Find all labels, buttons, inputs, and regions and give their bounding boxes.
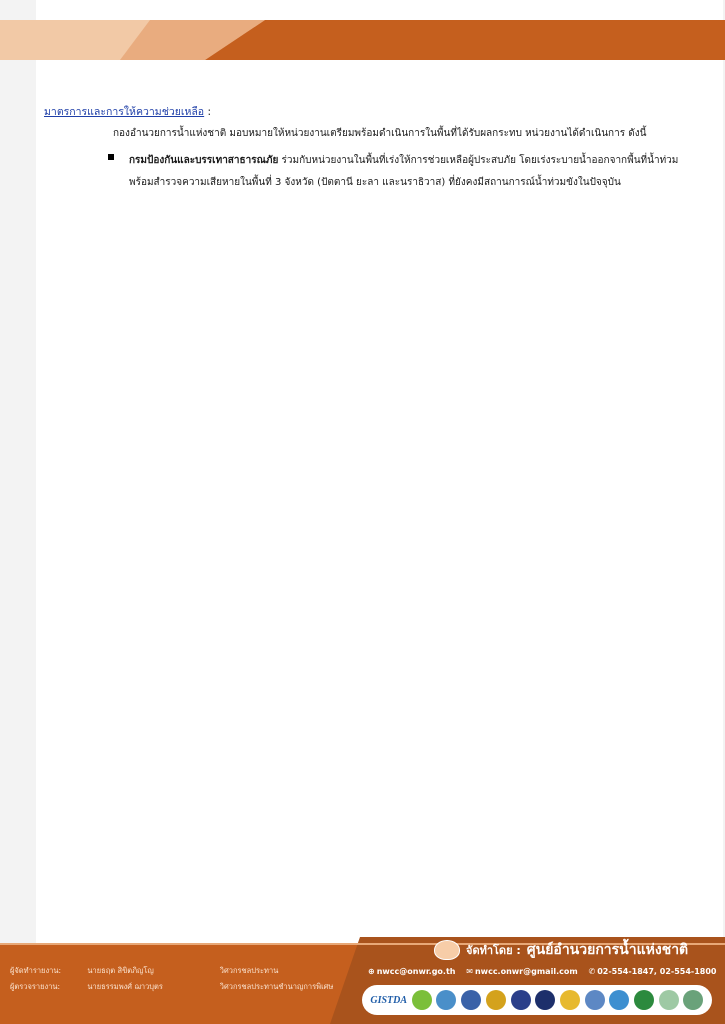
center-name: ศูนย์อำนวยการน้ำแห่งชาติ	[526, 942, 689, 958]
website-contact[interactable]	[368, 967, 455, 976]
dam-logo-icon	[436, 990, 456, 1010]
section-heading	[44, 103, 211, 120]
water-drop-mascot-icon	[434, 940, 460, 960]
left-margin	[0, 0, 36, 1024]
forest-logo-icon	[683, 990, 703, 1010]
emblem-logo-icon	[486, 990, 506, 1010]
bullet-text	[129, 150, 693, 194]
square-bullet-icon	[108, 154, 114, 160]
circle-seal-logo-icon	[659, 990, 679, 1010]
mail-icon: ✉	[466, 967, 473, 976]
partner-logo-strip	[362, 985, 712, 1015]
leaf-logo-icon	[412, 990, 432, 1010]
phone-text: 02-554-1847, 02-554-1800	[597, 967, 717, 976]
preparer-row	[10, 965, 278, 977]
preparer-position: วิศวกรชลประทาน	[219, 966, 279, 975]
globe-icon: ⊕	[368, 967, 375, 976]
meteorology-logo-icon	[609, 990, 629, 1010]
agency-logo-icon	[461, 990, 481, 1010]
water-logo-icon	[585, 990, 605, 1010]
footer	[0, 937, 725, 1024]
website-text: nwcc@onwr.go.th	[376, 967, 456, 976]
bullet-body: ร่วมกับหน่วยงานในพื้นที่เร่งให้การช่วยเหลือผู้ประสบภัย โดยเร่งระบายน้ำออกจากพื้นที่น้ำท่วม พร้อมสำรวจความเสียหายในพื้นที่ 3 จังหวัด (ปัตตานี ยะลา และนราธิวาส) ที่ยังคงมีสถานการณ์น้ำท่วมขังในปัจจุบัน	[129, 155, 679, 188]
garuda-logo-icon	[560, 990, 580, 1010]
reviewer-label: ผู้ตรวจรายงาน:	[10, 982, 61, 991]
reviewer-row	[10, 981, 333, 993]
agency-name: กรมป้องกันและบรรเทาสาธารณภัย	[129, 155, 279, 166]
contact-row	[368, 967, 725, 976]
intro-paragraph: กองอำนวยการน้ำแห่งชาติ มอบหมายให้หน่วยงานเตรียมพร้อมดำเนินการในพื้นที่ได้รับผลกระทบ หน่วยงานได้ดำเนินการ ดังนี้	[113, 128, 647, 139]
org-title	[434, 939, 688, 961]
preparer-label: ผู้จัดทำรายงาน:	[10, 966, 61, 975]
section-colon: :	[204, 106, 212, 118]
phone-contact	[588, 967, 716, 976]
phone-icon: ✆	[588, 967, 596, 976]
organized-by-label: จัดทำโดย :	[466, 944, 521, 957]
header-band	[0, 20, 725, 60]
email-text: nwcc.onwr@gmail.com	[474, 967, 578, 976]
reviewer-position: วิศวกรชลประทานชำนาญการพิเศษ	[219, 982, 334, 991]
section-title: มาตรการและการให้ความช่วยเหลือ	[44, 106, 205, 118]
gistda-logo: GISTDA	[370, 994, 408, 1006]
navy-logo-icon	[535, 990, 555, 1010]
preparer-name: นายธฤต สิขิตภิญโญ	[87, 966, 154, 975]
shield-logo-icon	[511, 990, 531, 1010]
email-contact[interactable]	[466, 967, 577, 976]
reviewer-name: นายธรรมพงศ์ ฌาวบุตร	[87, 982, 163, 991]
green-seal-logo-icon	[634, 990, 654, 1010]
measure-bullet	[108, 150, 693, 194]
